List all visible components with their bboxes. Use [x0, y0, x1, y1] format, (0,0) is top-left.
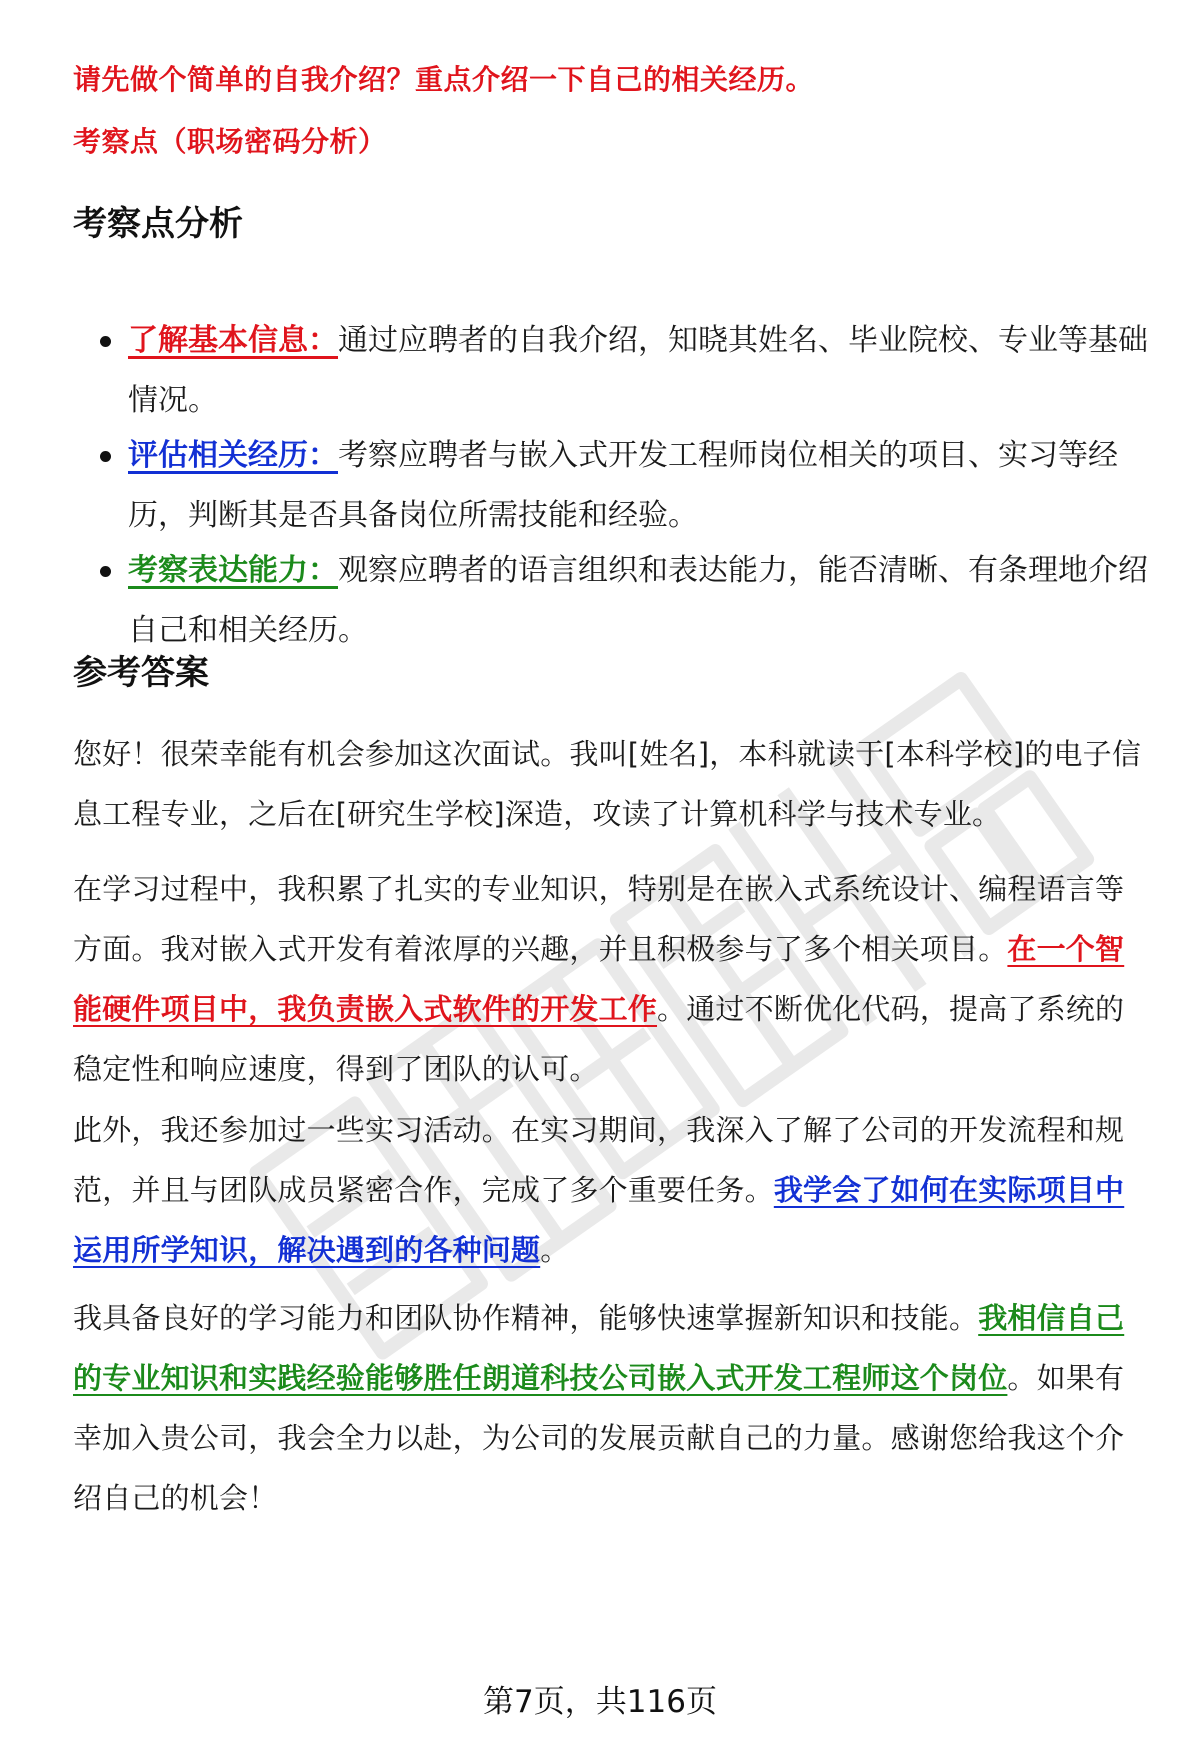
- keyword-basic-info: 了解基本信息：: [128, 323, 338, 358]
- question-title: 请先做个简单的自我介绍？重点介绍一下自己的相关经历。: [73, 63, 815, 96]
- subtitle-analysis: 考察点（职场密码分析）: [73, 125, 387, 158]
- list-item: [73, 541, 1153, 661]
- list-item-text: 考察应聘者与嵌入式开发工程师岗位相关的项目、实习等经历，判断其是否具备岗位所需技能和经验。: [128, 438, 1118, 533]
- list-item-text: 通过应聘者的自我介绍，知晓其姓名、毕业院校、专业等基础情况。: [128, 323, 1148, 418]
- bullet-dot-icon: [100, 336, 111, 347]
- answer-paragraph-4: 我具备良好的学习能力和团队协作精神，能够快速掌握新知识和技能。我相信自己的专业知识和实践经验能够胜任朗道科技公司嵌入式开发工程师这个岗位。如果有幸加入贵公司，我会全力以赴，为公司的发展贡献自己的力量。感谢您给我这个介绍自己的机会！: [73, 1301, 1125, 1515]
- keyword-experience: 评估相关经历：: [128, 438, 338, 473]
- highlight-green: 我相信自己的专业知识和实践经验能够胜任朗道科技公司嵌入式开发工程师这个岗位: [73, 1301, 1125, 1395]
- section-heading-answer: 参考答案: [73, 653, 209, 693]
- section-heading-analysis: 考察点分析: [73, 204, 243, 244]
- list-item: [73, 311, 1153, 431]
- answer-paragraph-3: 此外，我还参加过一些实习活动。在实习期间，我深入了解了公司的开发流程和规范，并且与团队成员紧密合作，完成了多个重要任务。我学会了如何在实际项目中运用所学知识，解决遇到的各种问题。: [73, 1113, 1125, 1267]
- answer-paragraph-1: 您好！很荣幸能有机会参加这次面试。我叫[姓名]，本科就读于[本科学校]的电子信息工程专业，之后在[研究生学校]深造，攻读了计算机科学与技术专业。: [73, 737, 1142, 831]
- page-number: 第7页，共116页: [483, 1684, 717, 1720]
- list-item: [73, 426, 1153, 546]
- keyword-expression: 考察表达能力：: [128, 553, 338, 588]
- bullet-dot-icon: [100, 451, 111, 462]
- highlight-red: 在一个智能硬件项目中，我负责嵌入式软件的开发工作: [73, 932, 1125, 1026]
- list-item-text: 观察应聘者的语言组织和表达能力，能否清晰、有条理地介绍自己和相关经历。: [128, 553, 1148, 648]
- analysis-list: [73, 311, 1153, 661]
- highlight-blue: 我学会了如何在实际项目中运用所学知识，解决遇到的各种问题: [73, 1173, 1125, 1267]
- answer-paragraph-2: 在学习过程中，我积累了扎实的专业知识，特别是在嵌入式系统设计、编程语言等方面。我对嵌入式开发有着浓厚的兴趣，并且积极参与了多个相关项目。在一个智能硬件项目中，我负责嵌入式软件的开发工作。通过不断优化代码，提高了系统的稳定性和响应速度，得到了团队的认可。: [73, 872, 1125, 1086]
- bullet-dot-icon: [100, 566, 111, 577]
